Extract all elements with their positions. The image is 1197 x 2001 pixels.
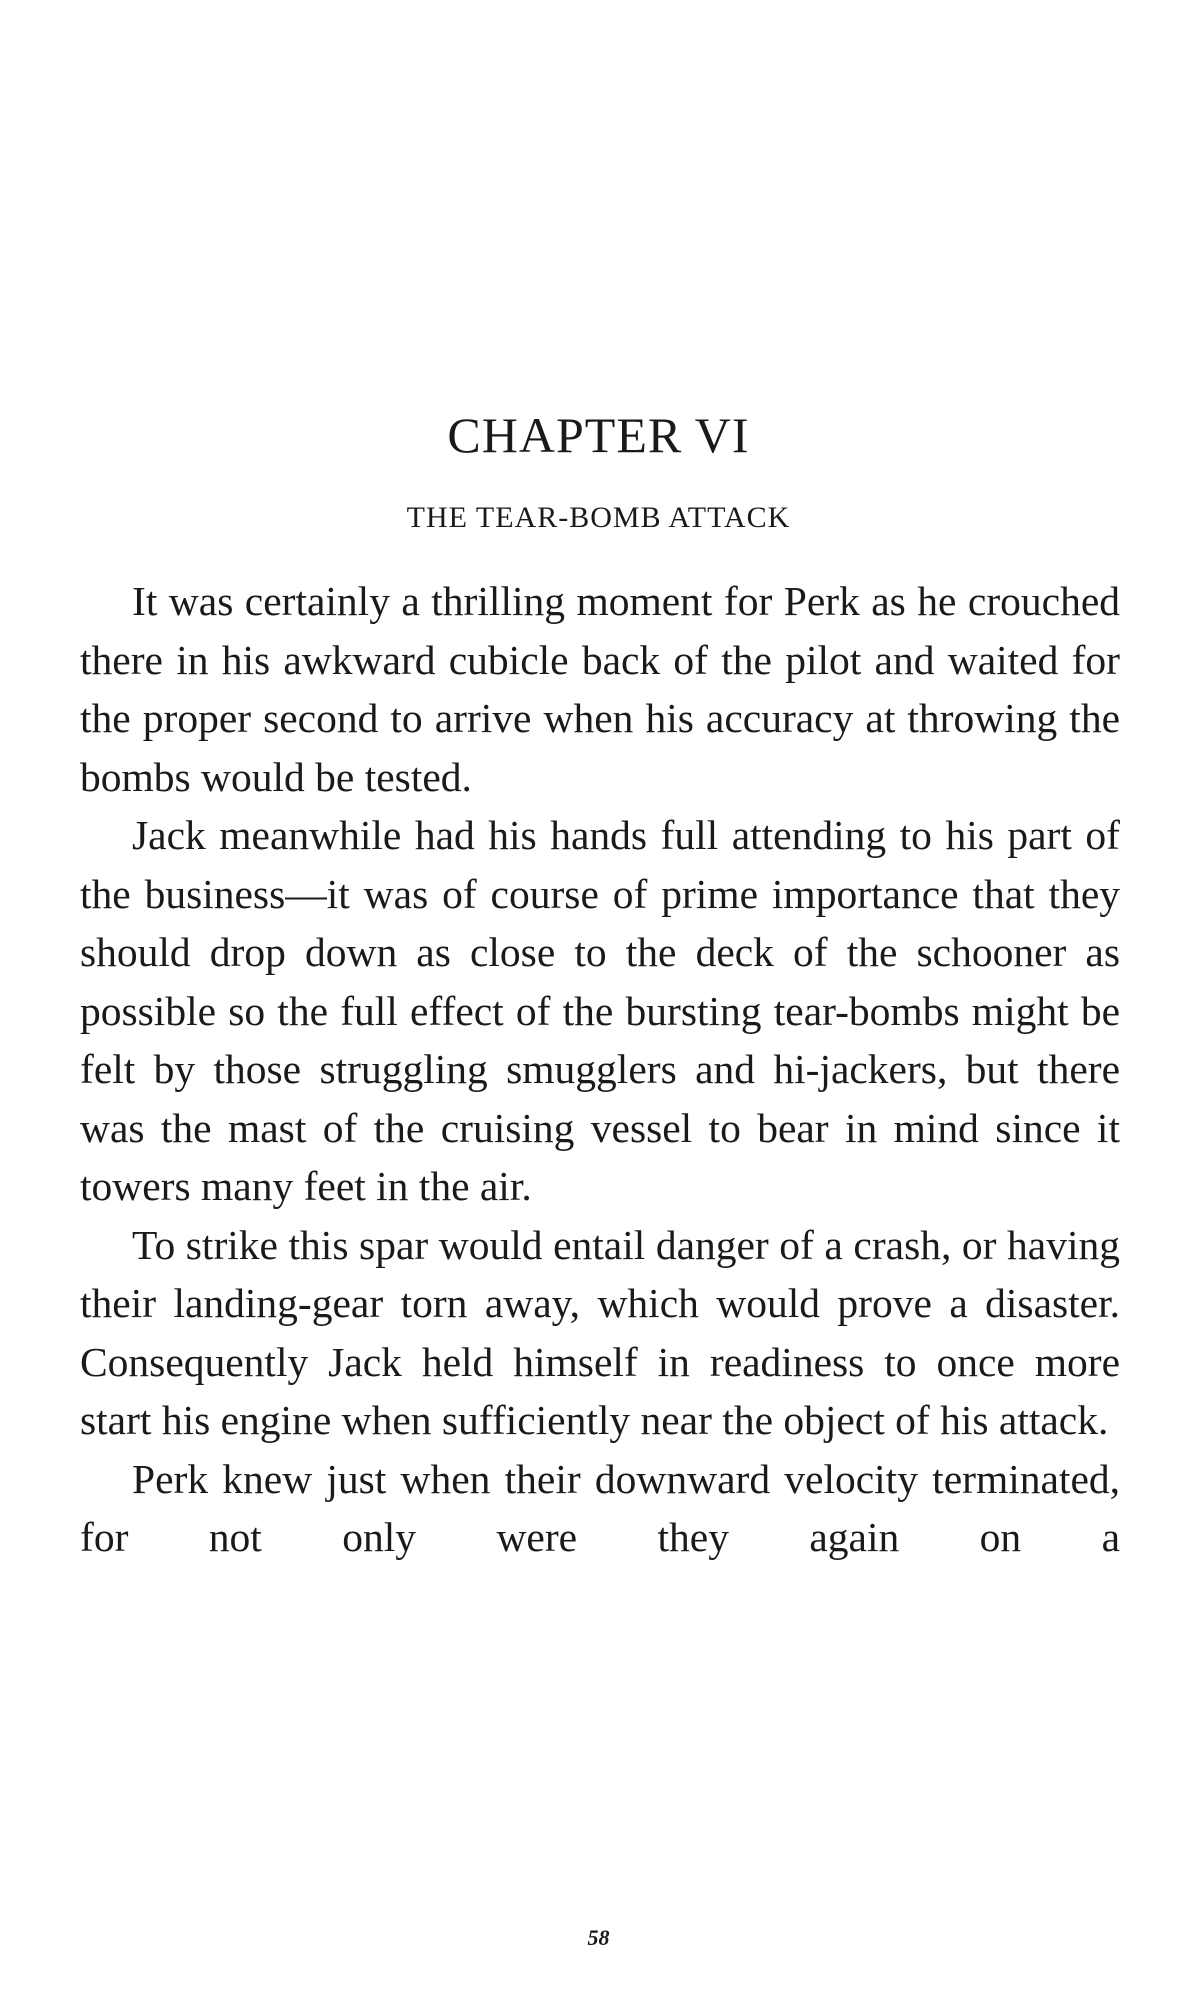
chapter-number: CHAPTER VI [447,407,750,463]
chapter-title: THE TEAR-BOMB ATTACK [406,501,791,534]
paragraph: To strike this spar would entail danger of a crash, or having their landing-gear torn away, which would prove a disaster. Consequently Jack held himself in readiness to once more start his engine when sufficiently near the object of his attack. [80,1221,1120,1443]
body-text [80,572,1120,1567]
paragraph: It was certainly a thrilling moment for Perk as he crouched there in his awkward cubicle back of the pilot and waited for the proper second to arrive when his accuracy at throwing the bombs would be tested. [80,578,1120,800]
paragraph: Jack meanwhile had his hands full attending to his part of the business—it was of course of prime importance that they should drop down as close to the deck of the schooner as possible so the full effect of the bursting tear-bombs might be felt by those struggling smugglers and hi-jackers, but there was the mast of the cruising vessel to bear in mind since it towers many feet in the air. [80,812,1120,1209]
page-number: 58 [587,1925,610,1950]
paragraph: Perk knew just when their downward velocity terminated, for not only were they again on a [80,1455,1120,1560]
